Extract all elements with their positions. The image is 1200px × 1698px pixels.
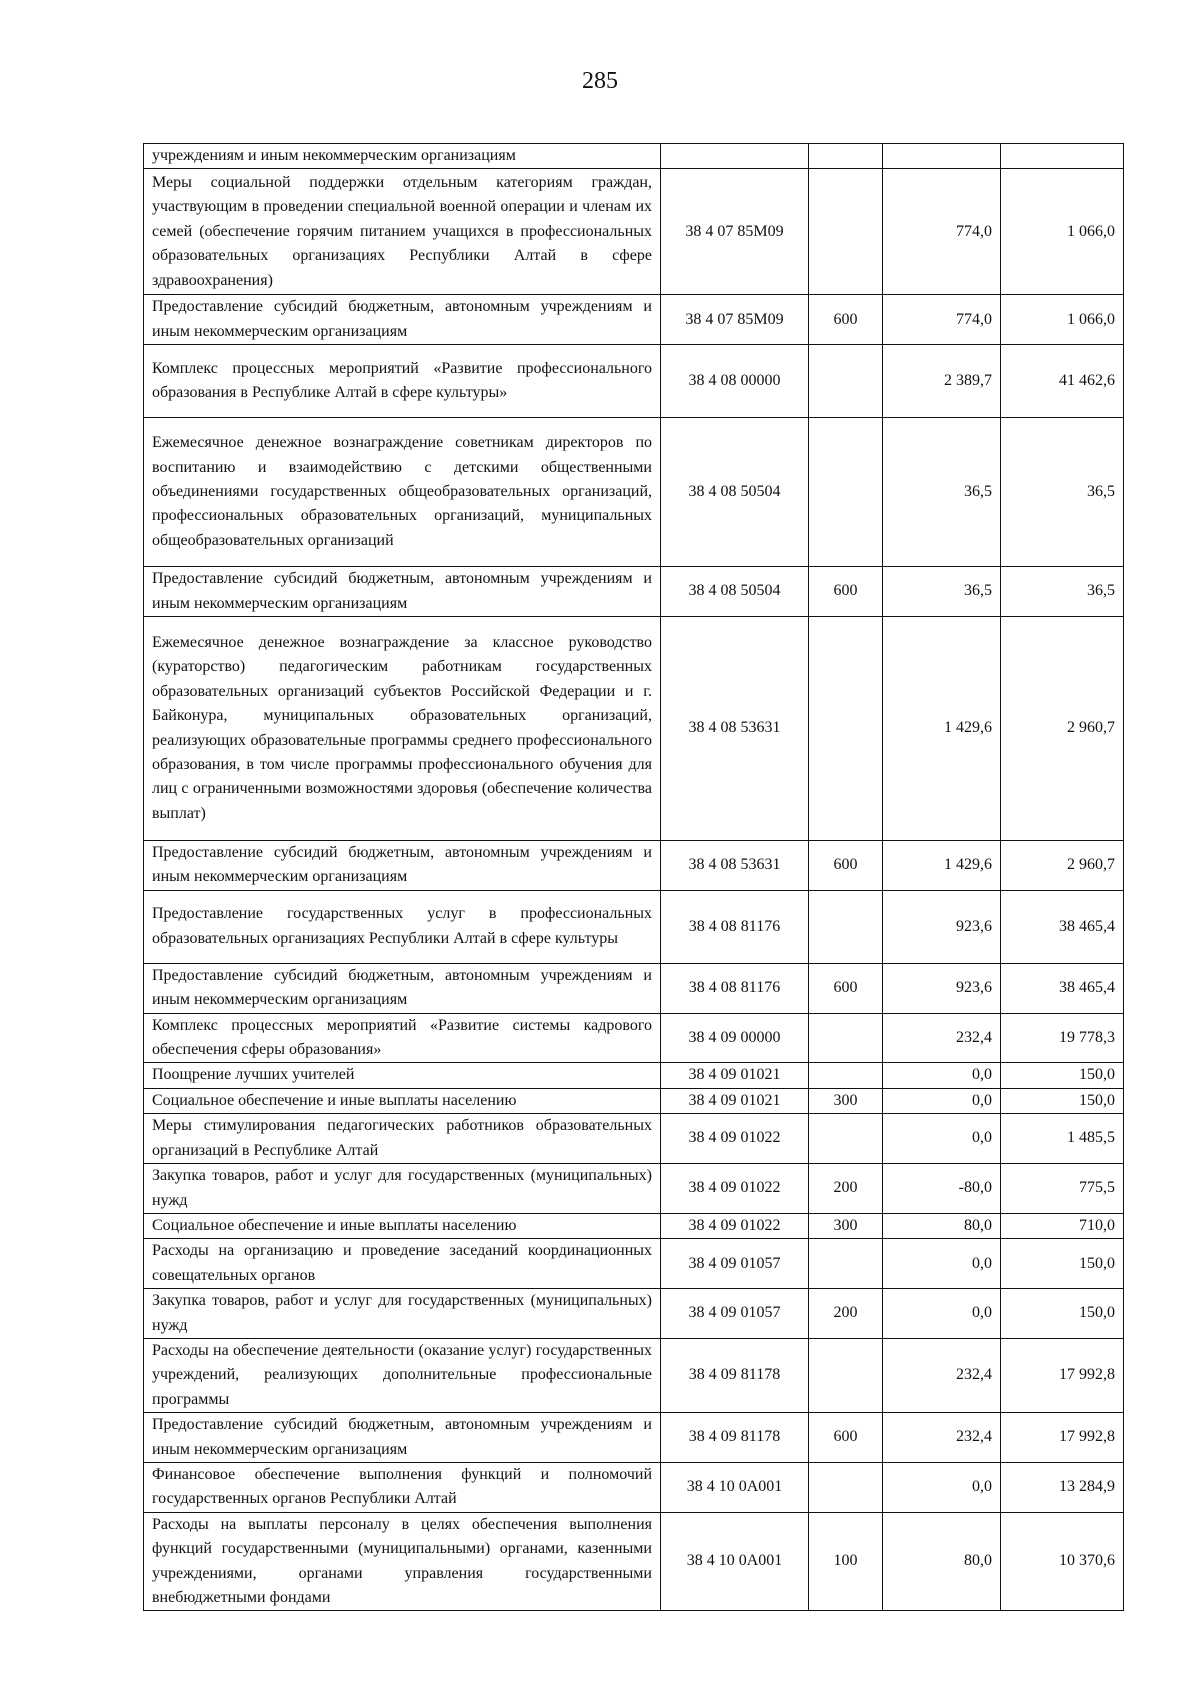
expense-type-cell xyxy=(809,1114,883,1164)
table-row xyxy=(144,295,1124,345)
amount-change-cell: 80,0 xyxy=(883,1512,1001,1611)
table-row xyxy=(144,1289,1124,1339)
amount-total-cell: 150,0 xyxy=(1001,1088,1124,1113)
expense-type-cell xyxy=(809,1462,883,1512)
expense-name-cell: Ежемесячное денежное вознаграждение за классное руководство (кураторство) педагогическим работникам государственных образовательных организаций субъектов Российской Федерации и г. Байконура, муниципальных образовательных организаций, реализующих образовательные программы среднего профессионального образования, в том числе программы профессионального обучения для лиц с ограниченными возможностями здоровья (обеспечение количества выплат) xyxy=(144,617,661,841)
expense-name-cell: Расходы на выплаты персоналу в целях обеспечения выполнения функций государственными (муниципальными) органами, казенными учреждениями, органами управления государственными внебюджетными фондами xyxy=(144,1512,661,1611)
expense-type-cell xyxy=(809,169,883,295)
expense-type-cell: 300 xyxy=(809,1088,883,1113)
expense-type-cell xyxy=(809,1013,883,1063)
expense-name-cell: Меры стимулирования педагогических работников образовательных организаций в Республике Алтай xyxy=(144,1114,661,1164)
expense-type-cell xyxy=(809,890,883,963)
amount-total-cell: 1 066,0 xyxy=(1001,295,1124,345)
target-code-cell: 38 4 09 00000 xyxy=(661,1013,809,1063)
expense-name-cell: Закупка товаров, работ и услуг для государственных (муниципальных) нужд xyxy=(144,1164,661,1214)
amount-change-cell: 774,0 xyxy=(883,295,1001,345)
target-code-cell: 38 4 09 01022 xyxy=(661,1114,809,1164)
table-row xyxy=(144,144,1124,169)
expense-type-cell: 600 xyxy=(809,567,883,617)
expense-type-cell: 100 xyxy=(809,1512,883,1611)
expense-name-cell: учреждениям и иным некоммерческим организациям xyxy=(144,144,661,169)
amount-total-cell: 150,0 xyxy=(1001,1289,1124,1339)
table-row xyxy=(144,1013,1124,1063)
amount-total-cell xyxy=(1001,144,1124,169)
expense-type-cell: 300 xyxy=(809,1213,883,1238)
expense-name-cell: Предоставление субсидий бюджетным, автономным учреждениям и иным некоммерческим организациям xyxy=(144,841,661,891)
amount-change-cell: 0,0 xyxy=(883,1289,1001,1339)
amount-total-cell: 2 960,7 xyxy=(1001,617,1124,841)
expense-type-cell xyxy=(809,345,883,418)
table-row xyxy=(144,345,1124,418)
target-code-cell: 38 4 09 01022 xyxy=(661,1164,809,1214)
amount-total-cell: 17 992,8 xyxy=(1001,1413,1124,1463)
table-row xyxy=(144,1164,1124,1214)
amount-change-cell: -80,0 xyxy=(883,1164,1001,1214)
expense-name-cell: Предоставление субсидий бюджетным, автономным учреждениям и иным некоммерческим организациям xyxy=(144,1413,661,1463)
amount-total-cell: 150,0 xyxy=(1001,1239,1124,1289)
target-code-cell: 38 4 09 01057 xyxy=(661,1289,809,1339)
table-row xyxy=(144,1413,1124,1463)
amount-total-cell: 1 485,5 xyxy=(1001,1114,1124,1164)
expense-type-cell: 600 xyxy=(809,1413,883,1463)
amount-total-cell: 10 370,6 xyxy=(1001,1512,1124,1611)
target-code-cell: 38 4 08 00000 xyxy=(661,345,809,418)
target-code-cell: 38 4 08 53631 xyxy=(661,841,809,891)
budget-table-body xyxy=(144,144,1124,1611)
expense-type-cell xyxy=(809,1239,883,1289)
table-row xyxy=(144,1338,1124,1412)
expense-type-cell: 600 xyxy=(809,295,883,345)
target-code-cell: 38 4 08 50504 xyxy=(661,418,809,567)
expense-name-cell: Предоставление субсидий бюджетным, автономным учреждениям и иным некоммерческим организациям xyxy=(144,295,661,345)
amount-change-cell: 0,0 xyxy=(883,1462,1001,1512)
amount-total-cell: 2 960,7 xyxy=(1001,841,1124,891)
table-row xyxy=(144,567,1124,617)
amount-change-cell: 0,0 xyxy=(883,1114,1001,1164)
amount-change-cell: 923,6 xyxy=(883,963,1001,1013)
amount-change-cell: 36,5 xyxy=(883,418,1001,567)
amount-change-cell: 80,0 xyxy=(883,1213,1001,1238)
target-code-cell: 38 4 08 53631 xyxy=(661,617,809,841)
table-row xyxy=(144,1239,1124,1289)
table-row xyxy=(144,418,1124,567)
expense-name-cell: Закупка товаров, работ и услуг для государственных (муниципальных) нужд xyxy=(144,1289,661,1339)
amount-change-cell: 2 389,7 xyxy=(883,345,1001,418)
expense-name-cell: Расходы на организацию и проведение заседаний координационных совещательных органов xyxy=(144,1239,661,1289)
table-row xyxy=(144,1213,1124,1238)
amount-change-cell: 232,4 xyxy=(883,1338,1001,1412)
table-row xyxy=(144,169,1124,295)
amount-total-cell: 13 284,9 xyxy=(1001,1462,1124,1512)
target-code-cell: 38 4 09 01057 xyxy=(661,1239,809,1289)
expense-type-cell xyxy=(809,1063,883,1088)
expense-type-cell xyxy=(809,144,883,169)
amount-total-cell: 38 465,4 xyxy=(1001,963,1124,1013)
target-code-cell: 38 4 07 85М09 xyxy=(661,295,809,345)
expense-type-cell: 200 xyxy=(809,1164,883,1214)
table-row xyxy=(144,1088,1124,1113)
target-code-cell: 38 4 08 81176 xyxy=(661,890,809,963)
table-row xyxy=(144,841,1124,891)
target-code-cell: 38 4 09 81178 xyxy=(661,1338,809,1412)
expense-type-cell: 200 xyxy=(809,1289,883,1339)
budget-table xyxy=(143,143,1124,1611)
target-code-cell: 38 4 09 01021 xyxy=(661,1063,809,1088)
amount-total-cell: 38 465,4 xyxy=(1001,890,1124,963)
amount-change-cell: 232,4 xyxy=(883,1413,1001,1463)
amount-change-cell: 1 429,6 xyxy=(883,617,1001,841)
amount-total-cell: 1 066,0 xyxy=(1001,169,1124,295)
amount-change-cell: 0,0 xyxy=(883,1239,1001,1289)
amount-change-cell: 774,0 xyxy=(883,169,1001,295)
target-code-cell: 38 4 08 50504 xyxy=(661,567,809,617)
table-row xyxy=(144,1063,1124,1088)
target-code-cell: 38 4 09 81178 xyxy=(661,1413,809,1463)
amount-change-cell: 0,0 xyxy=(883,1063,1001,1088)
target-code-cell: 38 4 09 01021 xyxy=(661,1088,809,1113)
amount-total-cell: 17 992,8 xyxy=(1001,1338,1124,1412)
expense-name-cell: Социальное обеспечение и иные выплаты населению xyxy=(144,1088,661,1113)
expense-name-cell: Поощрение лучших учителей xyxy=(144,1063,661,1088)
expense-type-cell: 600 xyxy=(809,963,883,1013)
amount-change-cell: 232,4 xyxy=(883,1013,1001,1063)
target-code-cell: 38 4 07 85М09 xyxy=(661,169,809,295)
expense-name-cell: Меры социальной поддержки отдельным категориям граждан, участвующим в проведении специальной военной операции и членам их семей (обеспечение горячим питанием учащихся в профессиональных образовательных организациях Республики Алтай в сфере здравоохранения) xyxy=(144,169,661,295)
amount-change-cell xyxy=(883,144,1001,169)
expense-name-cell: Предоставление государственных услуг в профессиональных образовательных организациях Республики Алтай в сфере культуры xyxy=(144,890,661,963)
target-code-cell: 38 4 10 0А001 xyxy=(661,1462,809,1512)
amount-total-cell: 36,5 xyxy=(1001,567,1124,617)
expense-name-cell: Расходы на обеспечение деятельности (оказание услуг) государственных учреждений, реализующих дополнительные профессиональные программы xyxy=(144,1338,661,1412)
expense-type-cell xyxy=(809,617,883,841)
expense-name-cell: Социальное обеспечение и иные выплаты населению xyxy=(144,1213,661,1238)
table-row xyxy=(144,1462,1124,1512)
expense-name-cell: Ежемесячное денежное вознаграждение советникам директоров по воспитанию и взаимодействию с детскими общественными объединениями государственных общеобразовательных организаций, профессиональных образовательных организаций, муниципальных общеобразовательных организаций xyxy=(144,418,661,567)
amount-change-cell: 923,6 xyxy=(883,890,1001,963)
table-row xyxy=(144,963,1124,1013)
amount-change-cell: 0,0 xyxy=(883,1088,1001,1113)
table-row xyxy=(144,1114,1124,1164)
amount-change-cell: 36,5 xyxy=(883,567,1001,617)
expense-name-cell: Финансовое обеспечение выполнения функций и полномочий государственных органов Республики Алтай xyxy=(144,1462,661,1512)
expense-name-cell: Комплекс процессных мероприятий «Развитие профессионального образования в Республике Алтай в сфере культуры» xyxy=(144,345,661,418)
amount-total-cell: 775,5 xyxy=(1001,1164,1124,1214)
expense-name-cell: Комплекс процессных мероприятий «Развитие системы кадрового обеспечения сферы образования» xyxy=(144,1013,661,1063)
expense-type-cell: 600 xyxy=(809,841,883,891)
target-code-cell: 38 4 09 01022 xyxy=(661,1213,809,1238)
amount-total-cell: 150,0 xyxy=(1001,1063,1124,1088)
expense-name-cell: Предоставление субсидий бюджетным, автономным учреждениям и иным некоммерческим организациям xyxy=(144,567,661,617)
table-row xyxy=(144,890,1124,963)
table-row xyxy=(144,1512,1124,1611)
table-row xyxy=(144,617,1124,841)
expense-type-cell xyxy=(809,1338,883,1412)
amount-total-cell: 41 462,6 xyxy=(1001,345,1124,418)
page-number: 285 xyxy=(582,68,618,94)
expense-type-cell xyxy=(809,418,883,567)
amount-total-cell: 19 778,3 xyxy=(1001,1013,1124,1063)
target-code-cell: 38 4 10 0А001 xyxy=(661,1512,809,1611)
target-code-cell xyxy=(661,144,809,169)
amount-total-cell: 36,5 xyxy=(1001,418,1124,567)
expense-name-cell: Предоставление субсидий бюджетным, автономным учреждениям и иным некоммерческим организациям xyxy=(144,963,661,1013)
target-code-cell: 38 4 08 81176 xyxy=(661,963,809,1013)
amount-change-cell: 1 429,6 xyxy=(883,841,1001,891)
amount-total-cell: 710,0 xyxy=(1001,1213,1124,1238)
